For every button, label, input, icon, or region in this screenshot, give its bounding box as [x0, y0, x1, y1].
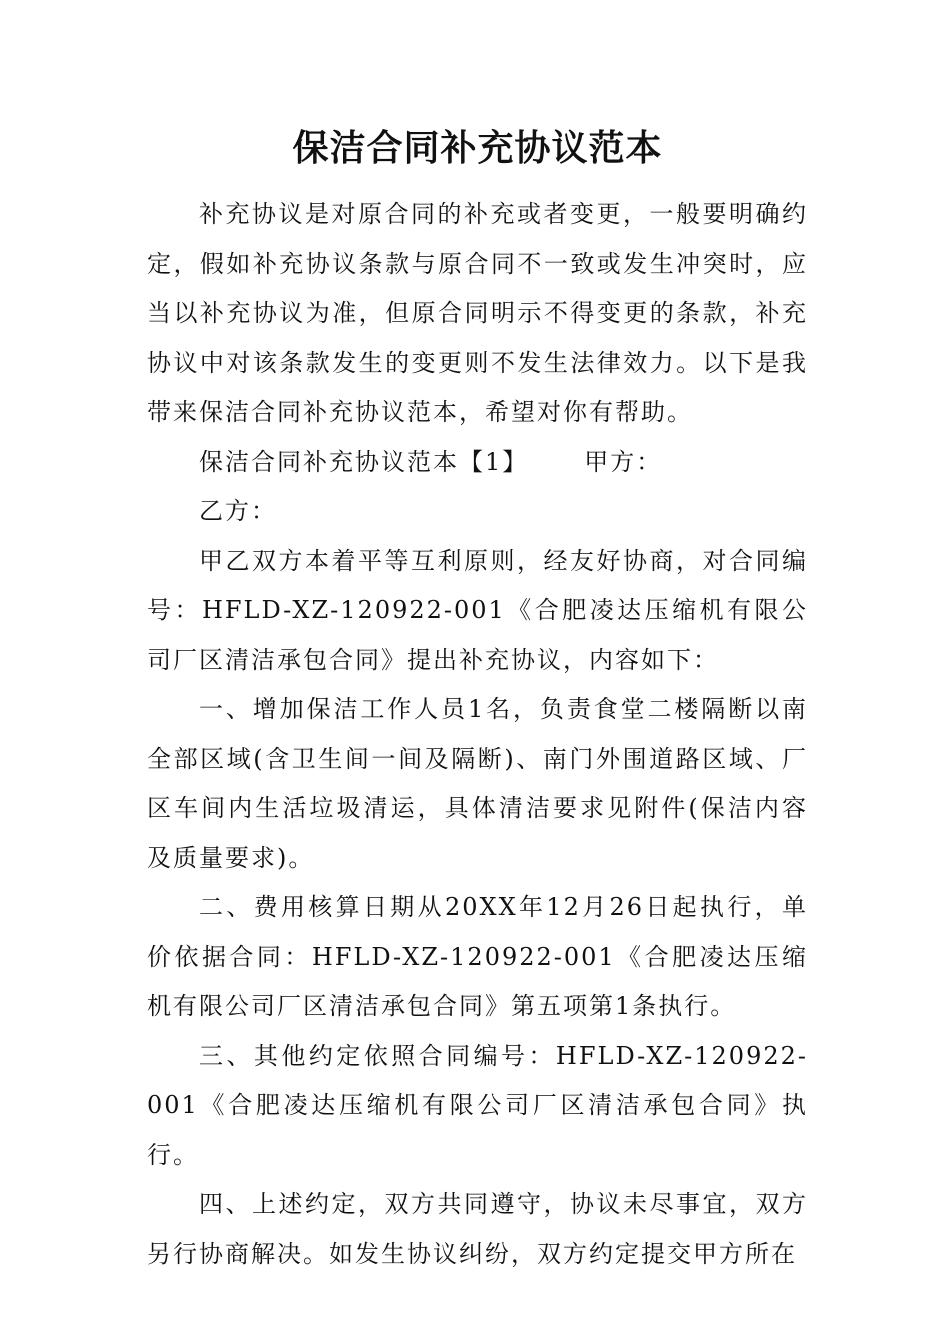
section-heading: 保洁合同补充协议范本【1】: [199, 447, 529, 476]
clause-2: 二、费用核算日期从20XX年12月26日起执行，单价依据合同：HFLD-XZ-120922-001《合肥凌达压缩机有限公司厂区清洁承包合同》第五项第1条执行。: [147, 893, 808, 1020]
document-title: 保洁合同补充协议范本: [292, 128, 663, 169]
preamble-paragraph: 甲乙双方本着平等互利原则，经友好协商，对合同编号：HFLD-XZ-120922-001《合肥凌达压缩机有限公司厂区清洁承包合同》提出补充协议，内容如下：: [147, 546, 808, 674]
clause-3: 三、其他约定依照合同编号：HFLD-XZ-120922-001《合肥凌达压缩机有限公司厂区清洁承包合同》执行。: [147, 1041, 808, 1169]
party-a-label: 甲方：: [584, 447, 663, 476]
clause-1: 一、增加保洁工作人员1名，负责食堂二楼隔断以南全部区域(含卫生间一间及隔断)、南门外围道路区域、厂区车间内生活垃圾清运，具体清洁要求见附件(保洁内容及质量要求)。: [147, 695, 808, 872]
clause-4: 四、上述约定，双方共同遵守，协议未尽事宜，双方另行协商解决。如发生协议纠纷，双方约定提交甲方所在: [147, 1190, 808, 1268]
party-b-label: 乙方：: [199, 497, 277, 525]
section-heading-line: [147, 438, 808, 488]
intro-paragraph: 补充协议是对原合同的补充或者变更，一般要明确约定，假如补充协议条款与原合同不一致或发生冲突时，应当以补充协议为准，但原合同明示不得变更的条款，补充协议中对该条款发生的变更则不发生法律效力。以下是我带来保洁合同补充协议范本，希望对你有帮助。: [147, 200, 808, 426]
